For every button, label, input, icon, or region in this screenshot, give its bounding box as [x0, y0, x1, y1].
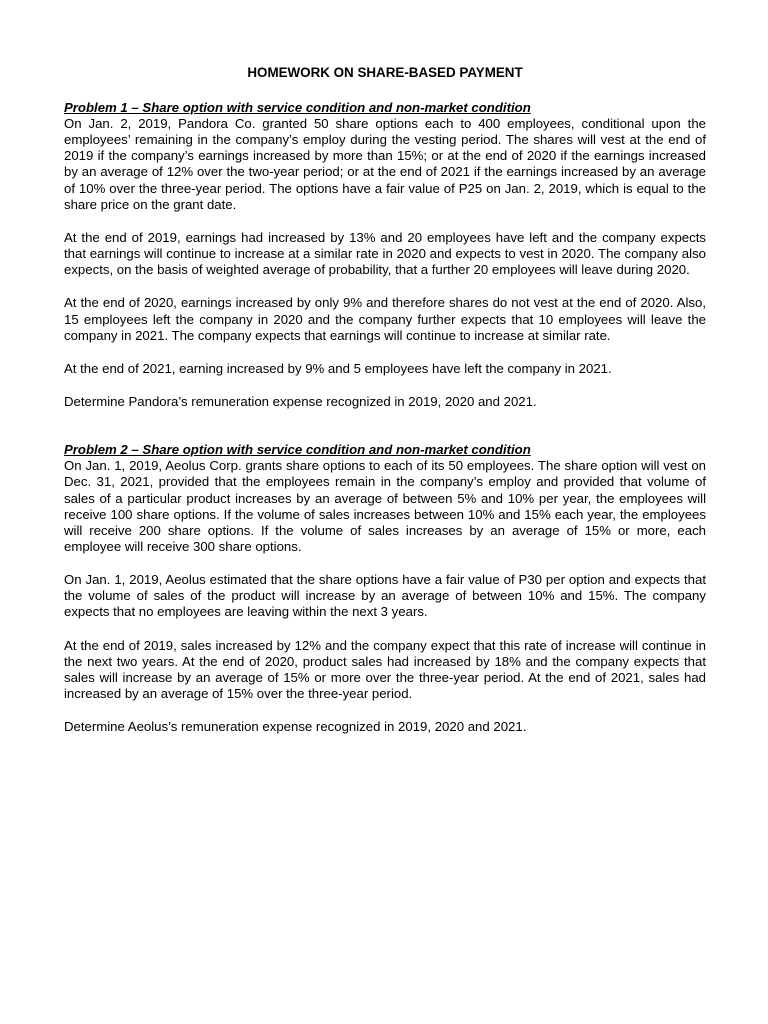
problem-1-paragraph-4: At the end of 2021, earning increased by 9% and 5 employees have left the company in 2021. [64, 360, 612, 376]
document-title: HOMEWORK ON SHARE-BASED PAYMENT [247, 65, 523, 80]
problem-2-paragraph-3: At the end of 2019, sales increased by 12% and the company expect that this rate of increase will continue in the next two years. At the end of 2020, product sales had increased by 18% and the company expects that sales will increase by an average of 15% or more over the three-year period. At the end of 2021, sales had increased by an average of 15% over the three-year period. [64, 637, 706, 702]
problem-1-paragraph-2: At the end of 2019, earnings had increased by 13% and 20 employees have left and the company expects that earnings will continue to increase at a similar rate in 2020 and expects to vest in 2020. The company also expects, on the basis of weighted average of probability, that a further 20 employees will leave during 2020. [64, 229, 706, 278]
problem-2-paragraph-2: On Jan. 1, 2019, Aeolus estimated that the share options have a fair value of P30 per option and expects that the volume of sales of the product will increase by an average of between 10% and 15%. The company expects that no employees are leaving within the next 3 years. [64, 572, 706, 620]
problem-2-heading: Problem 2 – Share option with service condition and non-market condition [64, 442, 531, 458]
problem-2-paragraph-4: Determine Aeolus’s remuneration expense recognized in 2019, 2020 and 2021. [64, 719, 527, 735]
problem-2-paragraph-1: On Jan. 1, 2019, Aeolus Corp. grants share options to each of its 50 employees. The share option will vest on Dec. 31, 2021, provided that the employees remain in the company’s employ and provided that volume of sales of a particular product increases by an average of between 5% and 10% per year, the employees will receive 100 share options. If the volume of sales increases between 10% and 15% each year, the employees will receive 200 share options. If the volume of sales increases by an average of 15% or more, each employee will receive 300 share options. [64, 458, 706, 554]
problem-2-section [64, 442, 706, 735]
problem-1-paragraph-3: At the end of 2020, earnings increased by only 9% and therefore shares do not vest at the end of 2020. Also, 15 employees left the company in 2020 and the company further expects that 10 employees will leave the company in 2021. The company expects that earnings will continue to increase at similar rate. [64, 295, 706, 343]
problem-1-paragraph-1: On Jan. 2, 2019, Pandora Co. granted 50 share options each to 400 employees, conditional upon the employees’ remaining in the company’s employ during the vesting period. The shares will vest at the end of 2019 if the company’s earnings increased by more than 15%; or at the end of 2020 if the earnings increased by an average of 12% over the two-year period; or at the end of 2021 if the earnings increased by an average of 10% over the three-year period. The options have a fair value of P25 on Jan. 2, 2019, which is equal to the share price on the grant date. [64, 116, 706, 212]
problem-1-section [64, 100, 706, 410]
problem-1-heading: Problem 1 – Share option with service condition and non-market condition [64, 100, 531, 115]
document-page [64, 64, 706, 752]
problem-1-paragraph-5: Determine Pandora’s remuneration expense recognized in 2019, 2020 and 2021. [64, 394, 537, 410]
